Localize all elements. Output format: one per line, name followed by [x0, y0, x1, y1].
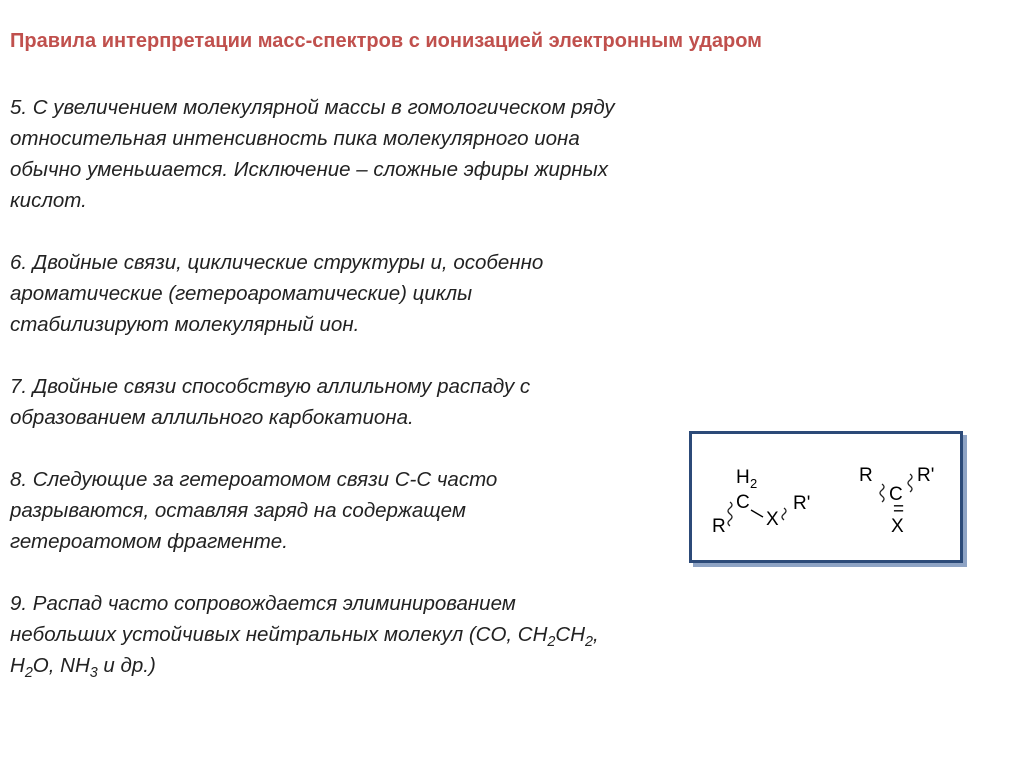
rule-8	[10, 464, 710, 557]
rule-line	[10, 619, 710, 650]
atom-r: R	[859, 465, 873, 486]
atom-c: C	[736, 492, 750, 513]
rule-line: образованием аллильного карбокатиона.	[10, 406, 414, 429]
rule-line: обычно уменьшается. Исключение – сложные эфиры жирных	[10, 158, 608, 181]
subscript: 2	[547, 634, 556, 651]
rule-line: ароматические (гетероароматические) циклы	[10, 282, 473, 305]
rule-line: 9. Распад часто сопровождается элиминированием	[10, 592, 516, 615]
atom-r: R	[712, 516, 726, 537]
rule-text: ,	[593, 623, 599, 646]
atom-c: C	[889, 484, 903, 505]
subscript: 2	[585, 634, 593, 651]
rule-9	[10, 588, 710, 681]
atom-h-subscript: 2	[750, 476, 758, 491]
atom-h: H	[736, 467, 750, 488]
double-bond: =	[893, 499, 905, 520]
rule-line: 7. Двойные связи способствую аллильному распаду с	[10, 375, 531, 398]
structure-carbonyl-cleavage	[859, 465, 934, 537]
atom-r-prime: R'	[793, 493, 811, 514]
fragmentation-diagram	[692, 434, 960, 560]
cleavage-squiggle-icon	[728, 502, 732, 526]
rules-list	[10, 92, 710, 712]
rule-line: относительная интенсивность пика молекулярного иона	[10, 127, 580, 150]
rule-line: стабилизируют молекулярный ион.	[10, 313, 360, 336]
atom-x: X	[891, 516, 904, 537]
structure-alpha-cleavage	[712, 467, 810, 537]
rule-text: O, NH	[32, 654, 90, 677]
rule-text: и др.)	[97, 654, 156, 677]
rule-line: кислот.	[10, 189, 87, 212]
rule-6	[10, 247, 710, 340]
subscript: 2	[24, 665, 33, 682]
rule-line: 8. Следующие за гетероатомом связи С-С часто	[10, 468, 498, 491]
atom-x: X	[766, 509, 779, 530]
bond-c-x	[751, 510, 763, 517]
rule-5	[10, 92, 710, 216]
slide-title: Правила интерпретации масс-спектров с ионизацией электронным ударом	[10, 30, 762, 52]
rule-text: H	[10, 654, 25, 677]
cleavage-squiggle-icon	[908, 474, 912, 492]
atom-r-prime: R'	[917, 465, 935, 486]
rule-text: CH	[555, 623, 586, 646]
rule-line: разрываются, оставляя заряд на содержащем	[10, 499, 466, 522]
rule-7	[10, 371, 710, 433]
rule-line	[10, 650, 710, 681]
cleavage-squiggle-icon	[782, 508, 786, 520]
fragmentation-figure	[689, 431, 963, 563]
subscript: 3	[89, 665, 98, 682]
rule-line: 5. С увеличением молекулярной массы в гомологическом ряду	[10, 96, 615, 119]
cleavage-squiggle-icon	[880, 484, 884, 502]
rule-line: 6. Двойные связи, циклические структуры и, особенно	[10, 251, 544, 274]
rule-text: небольших устойчивых нейтральных молекул (CO, CH	[10, 623, 548, 646]
rule-line: гетероатомом фрагменте.	[10, 530, 288, 553]
